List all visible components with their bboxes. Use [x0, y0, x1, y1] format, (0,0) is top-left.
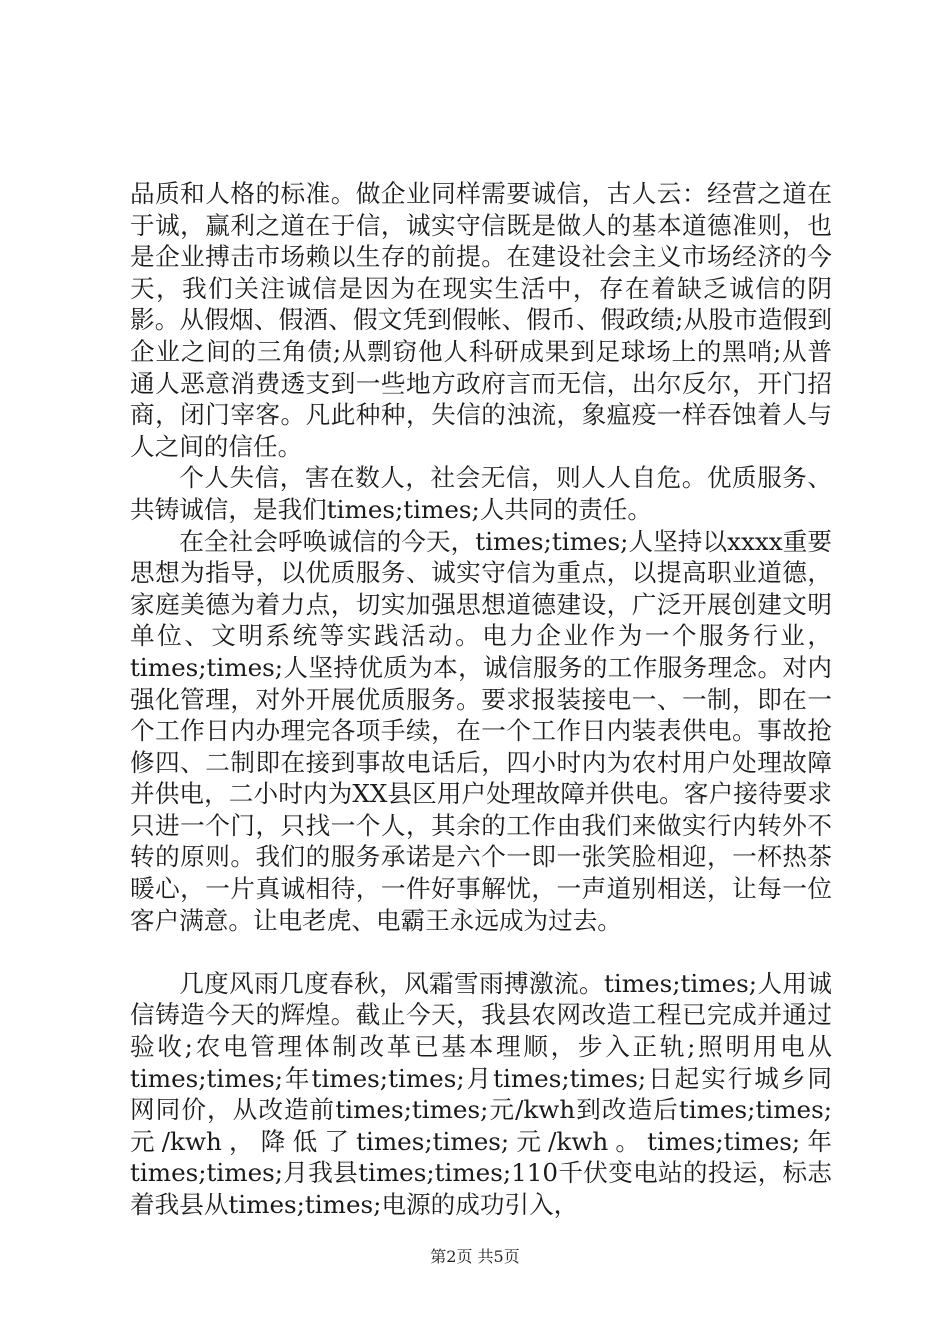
page-number-footer: 第2页 共5页	[430, 1247, 520, 1266]
paragraph-2: 个人失信，害在数人，社会无信，则人人自危。优质服务、共铸诚信，是我们times;times;人共同的责任。	[130, 463, 832, 524]
paragraph-4: 几度风雨几度春秋，风霜雪雨搏激流。times;times;人用诚信铸造今天的辉煌。截止今天，我县农网改造工程已完成并通过验收;农电管理体制改革已基本理顺，步入正轨;照明用电从times;times;年times;times;月times;times;日起实行城乡同网同价，从改造前times;times;元/kwh到改造后times;times;元/kwh，降低了times;times;元/kwh。times;times;年times;times;月我县times;times;110千伏变电站的投运，标志着我县从times;times;电源的成功引入，	[130, 968, 832, 1219]
paragraph-3: 在全社会呼唤诚信的今天，times;times;人坚持以xxxx重要思想为指导，以优质服务、诚实守信为重点，以提高职业道德，家庭美德为着力点，切实加强思想道德建设，广泛开展创建文明单位、文明系统等实践活动。电力企业作为一个服务行业，times;times;人坚持优质为本，诚信服务的工作服务理念。对内强化管理，对外开展优质服务。要求报装接电一、一制，即在一个工作日内办理完各项手续，在一个工作日内装表供电。事故抢修四、二制即在接到事故电话后，四小时内为农村用户处理故障并供电，二小时内为XX县区用户处理故障并供电。客户接待要求只进一个门，只找一个人，其余的工作由我们来做实行内转外不转的原则。我们的服务承诺是六个一即一张笑脸相迎，一杯热茶暖心，一片真诚相待，一件好事解忧，一声道别相送，让每一位客户满意。让电老虎、电霸王永远成为过去。	[130, 526, 832, 935]
paragraph-1: 品质和人格的标准。做企业同样需要诚信，古人云：经营之道在于诚，赢利之道在于信，诚实守信既是做人的基本道德准则，也是企业搏击市场赖以生存的前提。在建设社会主义市场经济的今天，我们关注诚信是因为在现实生活中，存在着缺乏诚信的阴影。从假烟、假酒、假文凭到假帐、假币、假政绩;从股市造假到企业之间的三角债;从剽窃他人科研成果到足球场上的黑哨;从普通人恶意消费透支到一些地方政府言而无信，出尔反尔，开门招商，闭门宰客。凡此种种，失信的浊流，象瘟疫一样吞蚀着人与人之间的信任。	[130, 179, 832, 461]
body-text	[130, 178, 832, 1221]
